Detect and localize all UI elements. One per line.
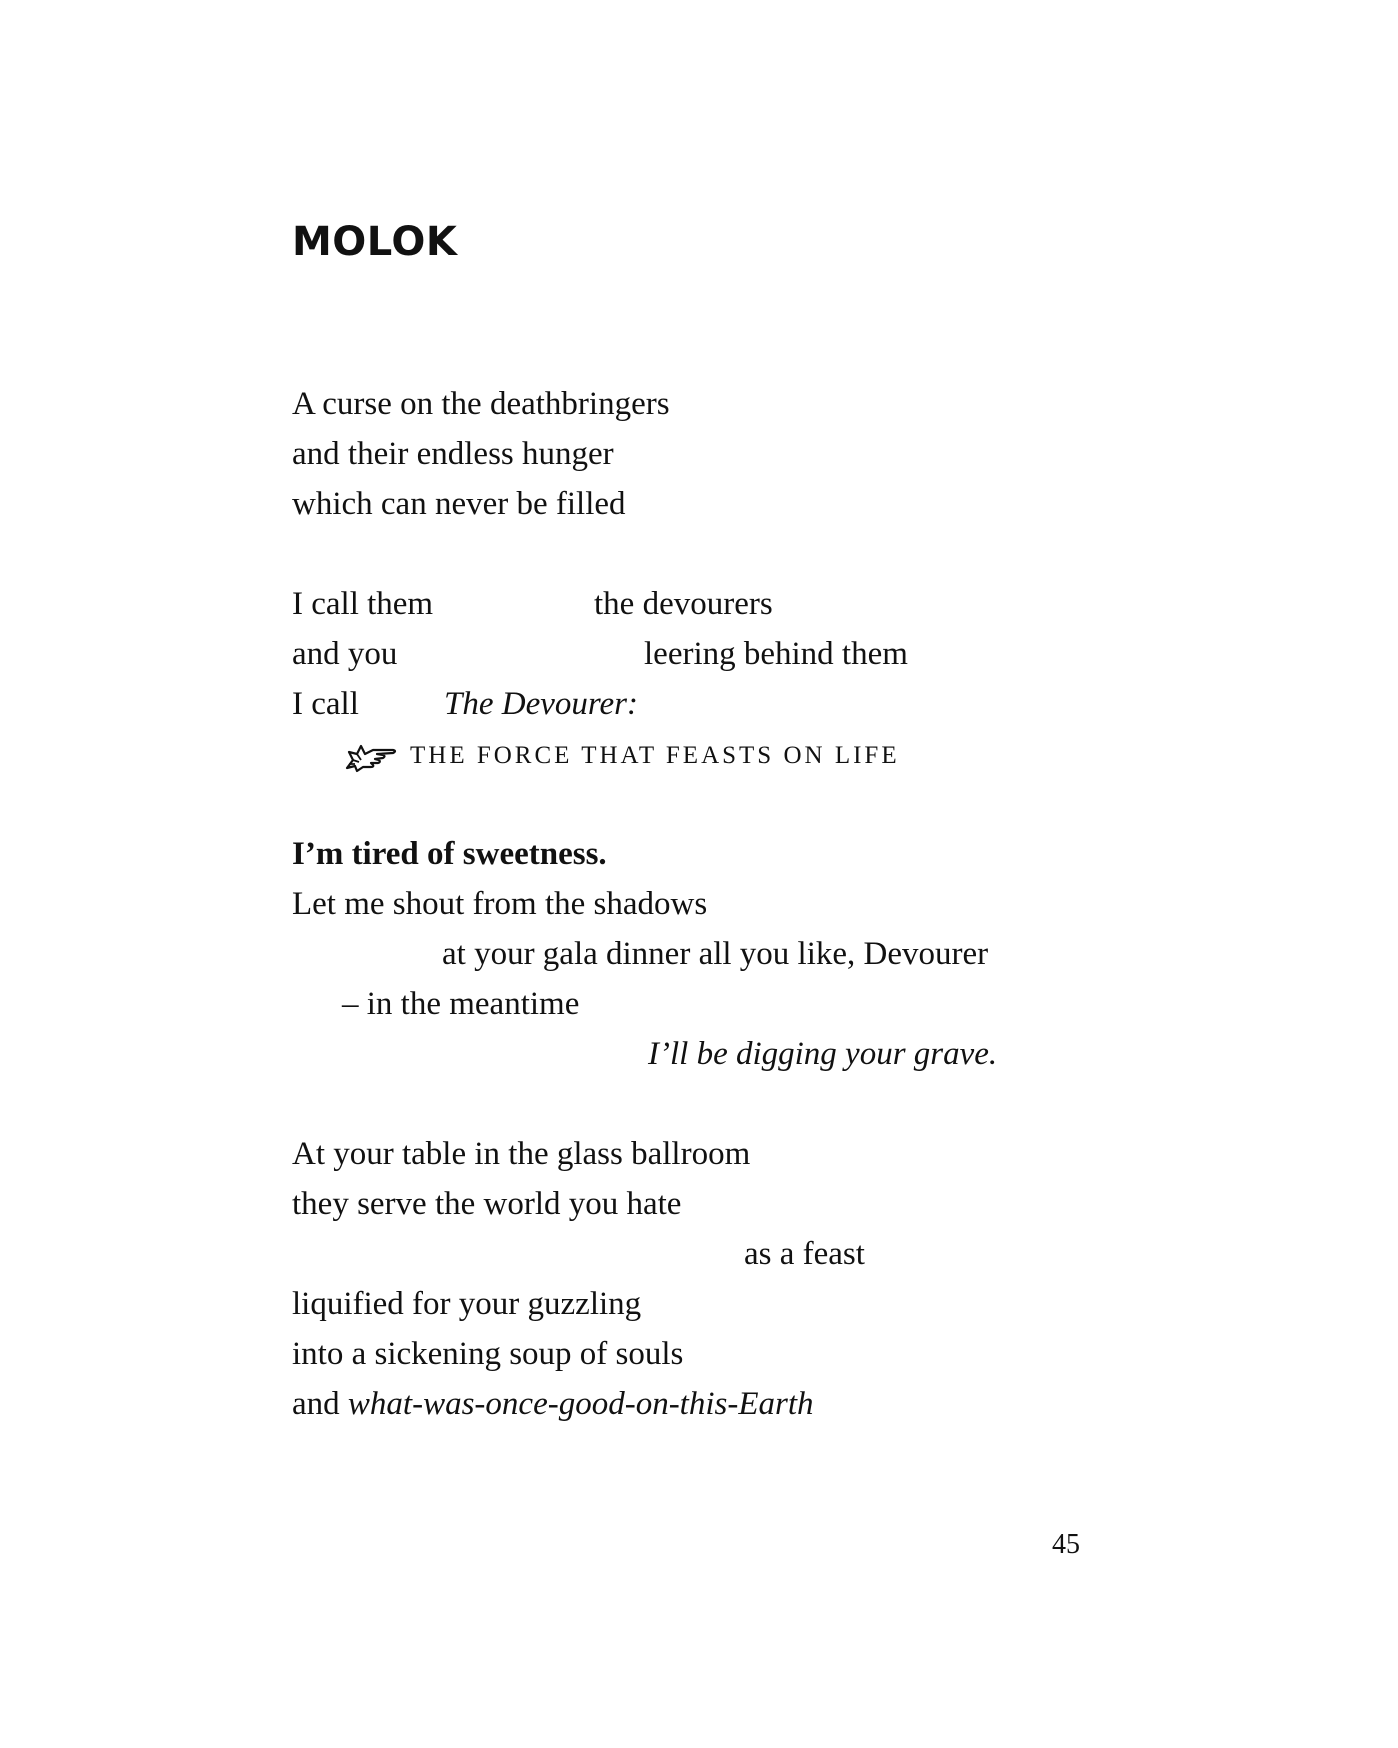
stanza4-line5: into a sickening soup of souls: [292, 1336, 684, 1372]
poem-title: MOLOK: [292, 219, 458, 265]
stanza1-line1: A curse on the deathbringers: [292, 386, 670, 422]
stanza3-line3: at your gala dinner all you like, Devourer: [442, 936, 989, 972]
stanza2-line1-right: the devourers: [594, 586, 773, 622]
stanza2-line2-right: leering behind them: [644, 636, 908, 672]
page-number: 45: [1052, 1529, 1080, 1560]
stanza1-line2: and their endless hunger: [292, 436, 614, 472]
stanza3-line1: I’m tired of sweetness.: [292, 836, 607, 872]
stanza3-line4: – in the meantime: [342, 986, 580, 1022]
stanza3-line5: I’ll be digging your grave.: [648, 1036, 998, 1072]
pointing-hand-icon: [343, 738, 399, 774]
stanza2-smallcaps-line: THE FORCE THAT FEASTS ON LIFE: [410, 742, 900, 769]
stanza4-line2: they serve the world you hate: [292, 1186, 682, 1222]
stanza2-line3-left: I call: [292, 686, 359, 722]
stanza4-line1: At your table in the glass ballroom: [292, 1136, 751, 1172]
stanza4-line3: as a feast: [744, 1236, 865, 1272]
stanza2-line3-italic: The Devourer:: [444, 686, 638, 722]
stanza1-line3: which can never be filled: [292, 486, 626, 522]
stanza2-line2-left: and you: [292, 636, 398, 672]
stanza3-line2: Let me shout from the shadows: [292, 886, 708, 922]
stanza2-line1-left: I call them: [292, 586, 434, 622]
stanza4-line6: [292, 1388, 814, 1421]
stanza4-line6-italic: what-was-once-good-on-this-Earth: [347, 1386, 814, 1422]
stanza4-line6-prefix: and: [292, 1386, 340, 1422]
stanza4-line4: liquified for your guzzling: [292, 1286, 642, 1322]
